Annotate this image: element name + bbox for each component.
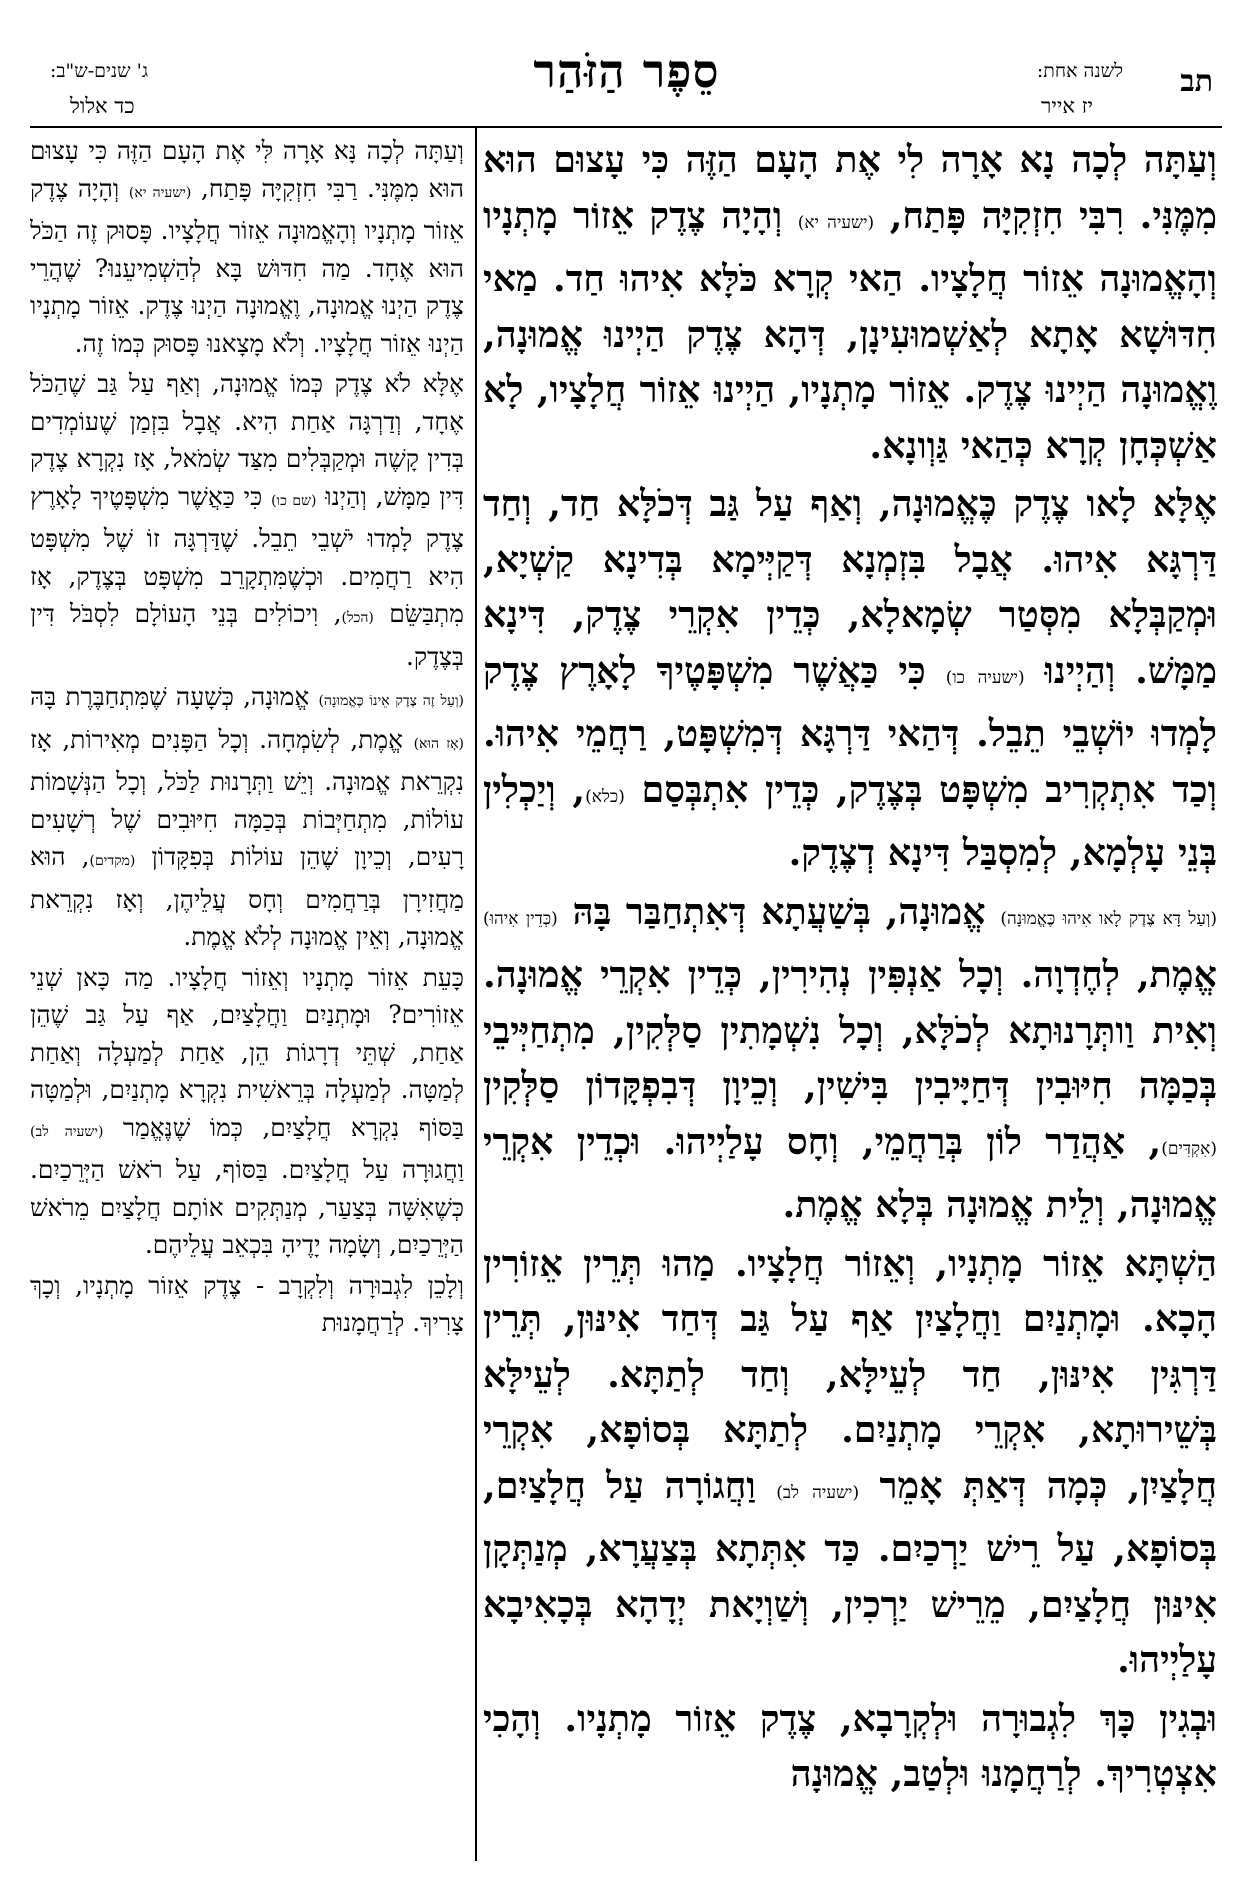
side-paragraph-2: [30, 365, 464, 675]
main-paragraph-5: [483, 1691, 1217, 1802]
date-right: יז אייר: [1041, 94, 1093, 118]
hebrew-translation-column: [30, 132, 464, 1867]
variant-note: (וְעַל דָּא צֶדֶק לָאו אִיהוּ כֶּאֱמוּנָה): [1000, 908, 1217, 929]
side-text: כִּי כַּאֲשֶׁר מִשְׁפָּטֶיךָ לָאָרֶץ צֶדֶק לָמְדוּ יֹשְׁבֵי תֵבֵל. שֶׁדַּרְגָּה זוֹ שֶׁל מִשְׁפָּט הִיא רַחֲמִים. וּכְשֶׁמִּתְקָרֵב מִשְׁפָּט בְּצֶדֶק, אָז מִתְבַּשֵּׂם: [30, 481, 464, 628]
main-paragraph-2: [483, 476, 1217, 881]
side-text: וְעַתָּה לְכָה נָּא אָרָה לִּי אֶת הָעָם הַזֶּה כִּי עָצוּם הוּא מִמֶּנִּי. רַבִּי חִזְקִיָּה פָּתַח,: [30, 136, 464, 203]
variant-note: (אָז הוּא): [413, 735, 464, 752]
side-text: , וִיכוֹלִים בְּנֵי הָעוֹלָם לִסְבֹּל דִּין בְּצֶדֶק.: [30, 599, 464, 671]
source-reference: (ישעיה יא): [128, 184, 192, 201]
source-reference: (שם כו): [271, 492, 317, 509]
variant-note: (כלא): [585, 786, 625, 807]
variant-note: (מקדים): [89, 853, 136, 869]
main-paragraph-1: [483, 132, 1217, 473]
side-text: כָּעֵת אֵזוֹר מָתְנָיו וְאֵזוֹר חֲלָצָיו. מַה כָּאן שְׁנֵי אֵזוֹרִים? וּמָתְנַיִם וַחֲלָצַיִם, אַף עַל גַּב שֶׁהֵן אַחַת, שְׁתֵּי דְרָגוֹת הֵן, אַחַת לְמַעְלָה וְאַחַת לְמַטָּה. לְמַעְלָה בְּרֵאשִׁית נִקְרָא מָתְנַיִם, וּלְמַטָּה בַּסּוֹף נִקְרָא חֲלָצַיִם, כְּמוֹ שֶׁנֶּאֱמַר: [30, 962, 464, 1142]
variant-note: (הכל): [341, 610, 374, 626]
book-title: סֵפֶר הַזֹּהַר: [533, 44, 720, 98]
source-reference: (ישעיה כו): [945, 667, 1025, 688]
variant-note: (אִקְדִּים): [1161, 1138, 1217, 1159]
side-text: , הוּא מַחֲזִירָן בְּרַחֲמִים וְחָס עֲלֵיהֶן, וְאָז נִקְרֵאת אֱמוּנָה, וְאֵין אֱמוּנָה לְלֹא אֱמֶת.: [30, 842, 464, 951]
side-text: וְהָיָה צֶדֶק אֵזוֹר מָתְנָיו וְהָאֱמוּנָה אֵזוֹר חֲלָצָיו. פָּסוּק זֶה הַכֹּל הוּא אֶחָד. מַה חִדּוּשׁ בָּא לְהַשְׁמִיעֵנוּ? שֶׁהֲרֵי צֶדֶק הַיְנוּ אֱמוּנָה, וֶאֱמוּנָה הַיְנוּ צֶדֶק. אֵזוֹר מָתְנָיו הַיְנוּ אֵזוֹר חֲלָצָיו. וְלֹא מָצָאנוּ פָּסוּק כְּמוֹ זֶה.: [30, 173, 464, 358]
side-text: אֱמוּנָה, כְּשָׁעָה שֶׁמִּתְחַבֶּרֶת בָּהּ: [30, 682, 310, 711]
aramaic-column: [483, 132, 1217, 1867]
main-text: הַשְׁתָּא אֵזוֹר מָתְנָיו, וְאֵזוֹר חֲלָצָיו. מַהוּ תְּרֵין אֵזוֹרִין הָכָא. וּמָתְנַיִם וַחֲלָצַיִן אַף עַל גַּב דְּחַד אִינּוּן, תְּרֵין דַּרְגִּין אִינּוּן, חַד לְעֵילָּא, וְחַד לְתַתָּא. לְעֵילָּא בְּשֵׁירוּתָא, אִקְרֵי מָתְנַיִם. לְתַתָּא בְּסוֹפָא, אִקְרֵי חֲלָצַיִן, כְּמָה דְּאַתְּ אָמֵר: [483, 1241, 1217, 1507]
source-reference: (ישעיה לב): [776, 1482, 860, 1503]
main-text: וַחֲגוֹרָה עַל חֲלָצַיִם, בְּסוֹפָא, עַל רֵישׁ יַרְכַיִם. כַּד אִתְּתָא בְּצַעֲרָא, מְנַתְּקָן אִינּוּן חֲלָצַיִם, מֵרֵישׁ יַרְכִין, וְשַׁוְיָאת יְדָהָא בְּכָאִיבָא עָלַיְיהוּ.: [483, 1463, 1217, 1681]
page-number: תב: [1180, 64, 1213, 99]
source-reference: (ישעיה לב): [30, 1123, 104, 1140]
main-text: , אַהֲדַר לוֹן בְּרַחֲמֵי, וְחָס עָלַיְיהוּ. וּכְדֵין אִקְרֵי אֱמוּנָה, וְלֵית אֱמוּנָה בְּלָא אֱמֶת.: [483, 1119, 1217, 1226]
side-text: אֱמֶת, לְשִׂמְחָה. וְכָל הַפָּנִים מְאִירוֹת, אָז נִקְרֵאת אֱמוּנָה. וְיֵשׁ וַתְּרָנוּת לַכֹּל, וְכָל הַנְּשָׁמוֹת עוֹלוֹת, מִתְחַיְּבוֹת בְּכַמָּה חִיּוּבִים שֶׁל רְשָׁעִים רָעִים, וְכֵיוָן שֶׁהֵן עוֹלוֹת בְּפִקָּדוֹן: [30, 724, 464, 871]
side-text: וְלָכֵן לִגְבוּרָה וְלִקְרָב - צֶדֶק אֵזוֹר מָתְנָיו, וְכָךְ צָרִיךְ. לְרַחֲמָנוּת: [30, 1270, 464, 1337]
main-text: וּבְגִין כָּךְ לִגְבוּרָה וּלְקְרָבָא, צֶדֶק אֵזוֹר מָתְנָיו. וְהָכִי אִצְטְרִיךְ. לְרַחֲמָנוּ וּלְטַב, אֱמוּנָה: [483, 1696, 1217, 1795]
main-text: אֶלָּא לָאו צֶדֶק כֶּאֱמוּנָה, וְאַף עַל גַּב דְּכֹלָּא חַד, וְחַד דַּרְגָּא אִיהוּ. אֲבָל בִּזְמְנָא דְּקַיְּימָא בְּדִינָא קַשְׁיָא, וּמְקַבְּלָא מִסְּטַר שְׂמָאלָא, כְּדֵין אִקְרֵי צֶדֶק, דִּינָא מַמָּשׁ. וְהַיְינוּ: [483, 482, 1217, 692]
side-text: וַחֲגוּרָה עַל חֲלָצַיִם. בַּסּוֹף, עַל רֹאשׁ הַיְּרֵכַיִם. כְּשֶׁאִשָּׁה בְּצַעַר, מְנַתְּקִים אוֹתָם חֲלָצַיִם מֵרֹאשׁ הַיְּרֵכַיִם, וְשָׂמָה יָדֶיהָ בִּכְאֵב עֲלֵיהֶם.: [30, 1155, 464, 1259]
column-divider: [475, 126, 477, 1861]
year-label: לשנה אחת:: [1036, 60, 1123, 82]
main-text: , וְיַכְלִין בְּנֵי עָלְמָא, לְמִסְבַּל דִּינָא דְצֶדֶק.: [483, 767, 1217, 874]
main-text: וְהָיָה צֶדֶק אֵזוֹר מָתְנָיו וְהָאֱמוּנָה אֵזוֹר חֲלָצָיו. הַאי קְרָא כֹּלָּא אִיהוּ חַד. מַאי חִדּוּשָׁא אָתָא לְאַשְׁמוּעִינָן, דְּהָא צֶדֶק הַיְינוּ אֱמוּנָה, וֶאֱמוּנָה הַיְינוּ צֶדֶק. אֵזוֹר מָתְנָיו, הַיְינוּ אֵזוֹר חֲלָצָיו, לָא אַשְׁכְּחָן קְרָא כְּהַאי גַּוְונָא.: [483, 193, 1217, 467]
main-paragraph-3: [483, 884, 1217, 1233]
date-left: כד אלול: [70, 94, 135, 118]
main-text: כִּי כַּאֲשֶׁר מִשְׁפָּטֶיךָ לָאָרֶץ צֶדֶק לָמְדוּ יוֹשְׁבֵי תֵבֵל. דְּהַאי דַּרְגָּא דְּמִשְׁפָּט, רַחֲמֵי אִיהוּ. וְכַד אִתְקְרִיב מִשְׁפָּט בְּצֶדֶק, כְּדֵין אִתְבְּסַם: [483, 648, 1217, 811]
variant-note: (וְעַל זֶה צֶדֶק אֵינוֹ כֶּאֱמוּנָה): [318, 693, 464, 709]
side-paragraph-4: [30, 959, 464, 1264]
cycle-label: ג' שנים-ש"ב:: [50, 60, 149, 82]
variant-note: (כְּדֵין אִיהוּ): [483, 908, 558, 929]
main-text: וְעַתָּה לְכָה נָא אָרָה לִי אֶת הָעָם הַזֶּה כִּי עָצוּם הוּא מִמֶּנִּי. רִבִּי חִזְקִיָּה פָּתַח,: [483, 138, 1217, 237]
main-paragraph-4: [483, 1236, 1217, 1688]
source-reference: (ישעיה יא): [797, 212, 875, 233]
side-paragraph-1: [30, 132, 464, 362]
header-rule: [30, 126, 1222, 128]
side-paragraph-5: [30, 1267, 464, 1342]
main-text: אֱמוּנָה, בְּשַׁעֲתָא דְּאִתְחַבַּר בָּהּ: [572, 889, 986, 933]
side-text: אֶלָּא לֹא צֶדֶק כְּמוֹ אֱמוּנָה, וְאַף עַל גַּב שֶׁהַכֹּל אֶחָד, וְדַרְגָּה אַחַת הִיא. אֲבָל בִּזְמַן שֶׁעוֹמְדִים בְּדִין קָשֶׁה וּמְקַבְּלִים מִצַּד שְׂמֹאל, אָז נִקְרָא צֶדֶק דִּין מַמָּשׁ, וְהַיְנוּ: [30, 369, 464, 511]
side-paragraph-3: [30, 678, 464, 956]
main-text: אֱמֶת, לְחֶדְוָה. וְכָל אַנְפִּין נְהִירִין, כְּדֵין אִקְרֵי אֱמוּנָה. וְאִית וַותְּרָנוּתָא לְכֹלָּא, וְכָל נִשְׁמָתִין סַלְּקִין, מִתְחַיְּיבֵי בְּכַמָּה חִיּוּבִין דְּחַיָּיבִין בִּישִׁין, וְכֵיוָן דְּבִפְקָּדוֹן סַלְּקִין: [483, 953, 1217, 1107]
